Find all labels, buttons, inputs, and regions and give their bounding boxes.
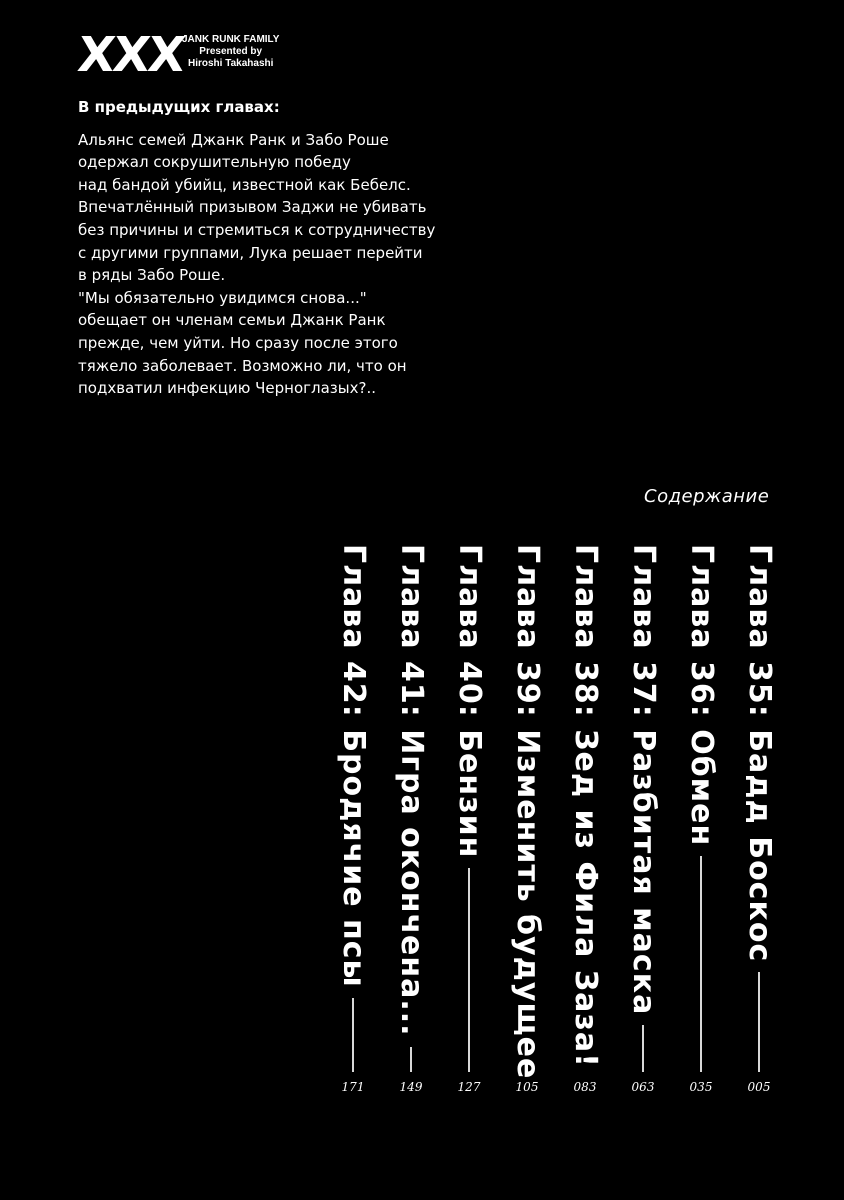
recap-line: прежде, чем уйти. Но сразу после этого <box>78 333 398 352</box>
chapter-rule <box>352 998 354 1072</box>
chapter-rule <box>410 1047 412 1072</box>
recap-line: в ряды Забо Роше. <box>78 266 226 285</box>
chapter-title: Глава 41: Игра окончена... <box>394 544 429 1037</box>
chapter-page-number: 127 <box>457 1080 481 1094</box>
chapter-rule <box>642 1025 644 1072</box>
logo-credits <box>182 34 279 70</box>
recap-line: над бандой убийц, известной как Бебелс. <box>78 175 411 194</box>
chapter-38[interactable] <box>559 540 609 1100</box>
chapter-40[interactable] <box>443 540 493 1100</box>
recap-line: обещает он членам семьи Джанк Ранк <box>78 311 386 330</box>
recap-line: Впечатлённый призывом Заджи не убивать <box>78 198 427 217</box>
chapter-36[interactable] <box>675 540 725 1100</box>
chapter-rule <box>468 868 470 1072</box>
chapter-page-number: 005 <box>747 1080 771 1094</box>
chapter-page-number: 171 <box>341 1080 365 1094</box>
chapter-39[interactable] <box>501 540 551 1100</box>
chapter-page-number: 035 <box>689 1080 713 1094</box>
chapter-41[interactable] <box>385 540 435 1100</box>
chapter-35[interactable] <box>733 540 783 1100</box>
recap-line: тяжело заболевает. Возможно ли, что он <box>78 356 407 375</box>
recap-line: с другими группами, Лука решает перейти <box>78 243 423 262</box>
toc-title: Содержание <box>644 486 770 507</box>
chapter-title: Глава 35: Бадд Боскос <box>742 544 777 963</box>
chapter-rule <box>700 856 702 1072</box>
recap-line: Альянс семей Джанк Ранк и Забо Роше <box>78 130 389 149</box>
chapter-page-number: 149 <box>399 1080 423 1094</box>
logo-mark: XXX <box>75 27 186 83</box>
chapter-page-number: 063 <box>631 1080 655 1094</box>
table-of-contents <box>290 540 790 1100</box>
chapter-title: Глава 37: Разбитая маска <box>626 544 661 1016</box>
recap-line: без причины и стремиться к сотрудничеству <box>78 220 436 239</box>
recap-line: подхватил инфекцию Черноглазых?.. <box>78 379 377 398</box>
recap-line: "Мы обязательно увидимся снова..." <box>78 288 367 307</box>
recap-heading: В предыдущих главах: <box>78 98 280 116</box>
logo-author: Hiroshi Takahashi <box>188 58 274 69</box>
logo-presented-by: Presented by <box>199 46 263 57</box>
chapter-title: Глава 42: Бродячие псы <box>336 544 371 988</box>
chapter-title: Глава 36: Обмен <box>684 544 719 847</box>
recap-section <box>78 96 478 400</box>
chapter-42[interactable] <box>327 540 377 1100</box>
chapter-title: Глава 40: Бензин <box>452 544 487 859</box>
chapter-page-number: 105 <box>515 1080 539 1094</box>
chapter-title: Глава 39: Изменить будущее <box>510 544 545 1080</box>
chapter-37[interactable] <box>617 540 667 1100</box>
chapter-title: Глава 38: Зед из Фила Заза! <box>568 544 603 1068</box>
chapter-page-number: 083 <box>573 1080 597 1094</box>
chapter-rule <box>758 972 760 1072</box>
recap-line: одержал сокрушительную победу <box>78 153 351 172</box>
series-logo <box>75 27 298 90</box>
logo-series-name: JANK RUNK FAMILY <box>182 34 280 45</box>
